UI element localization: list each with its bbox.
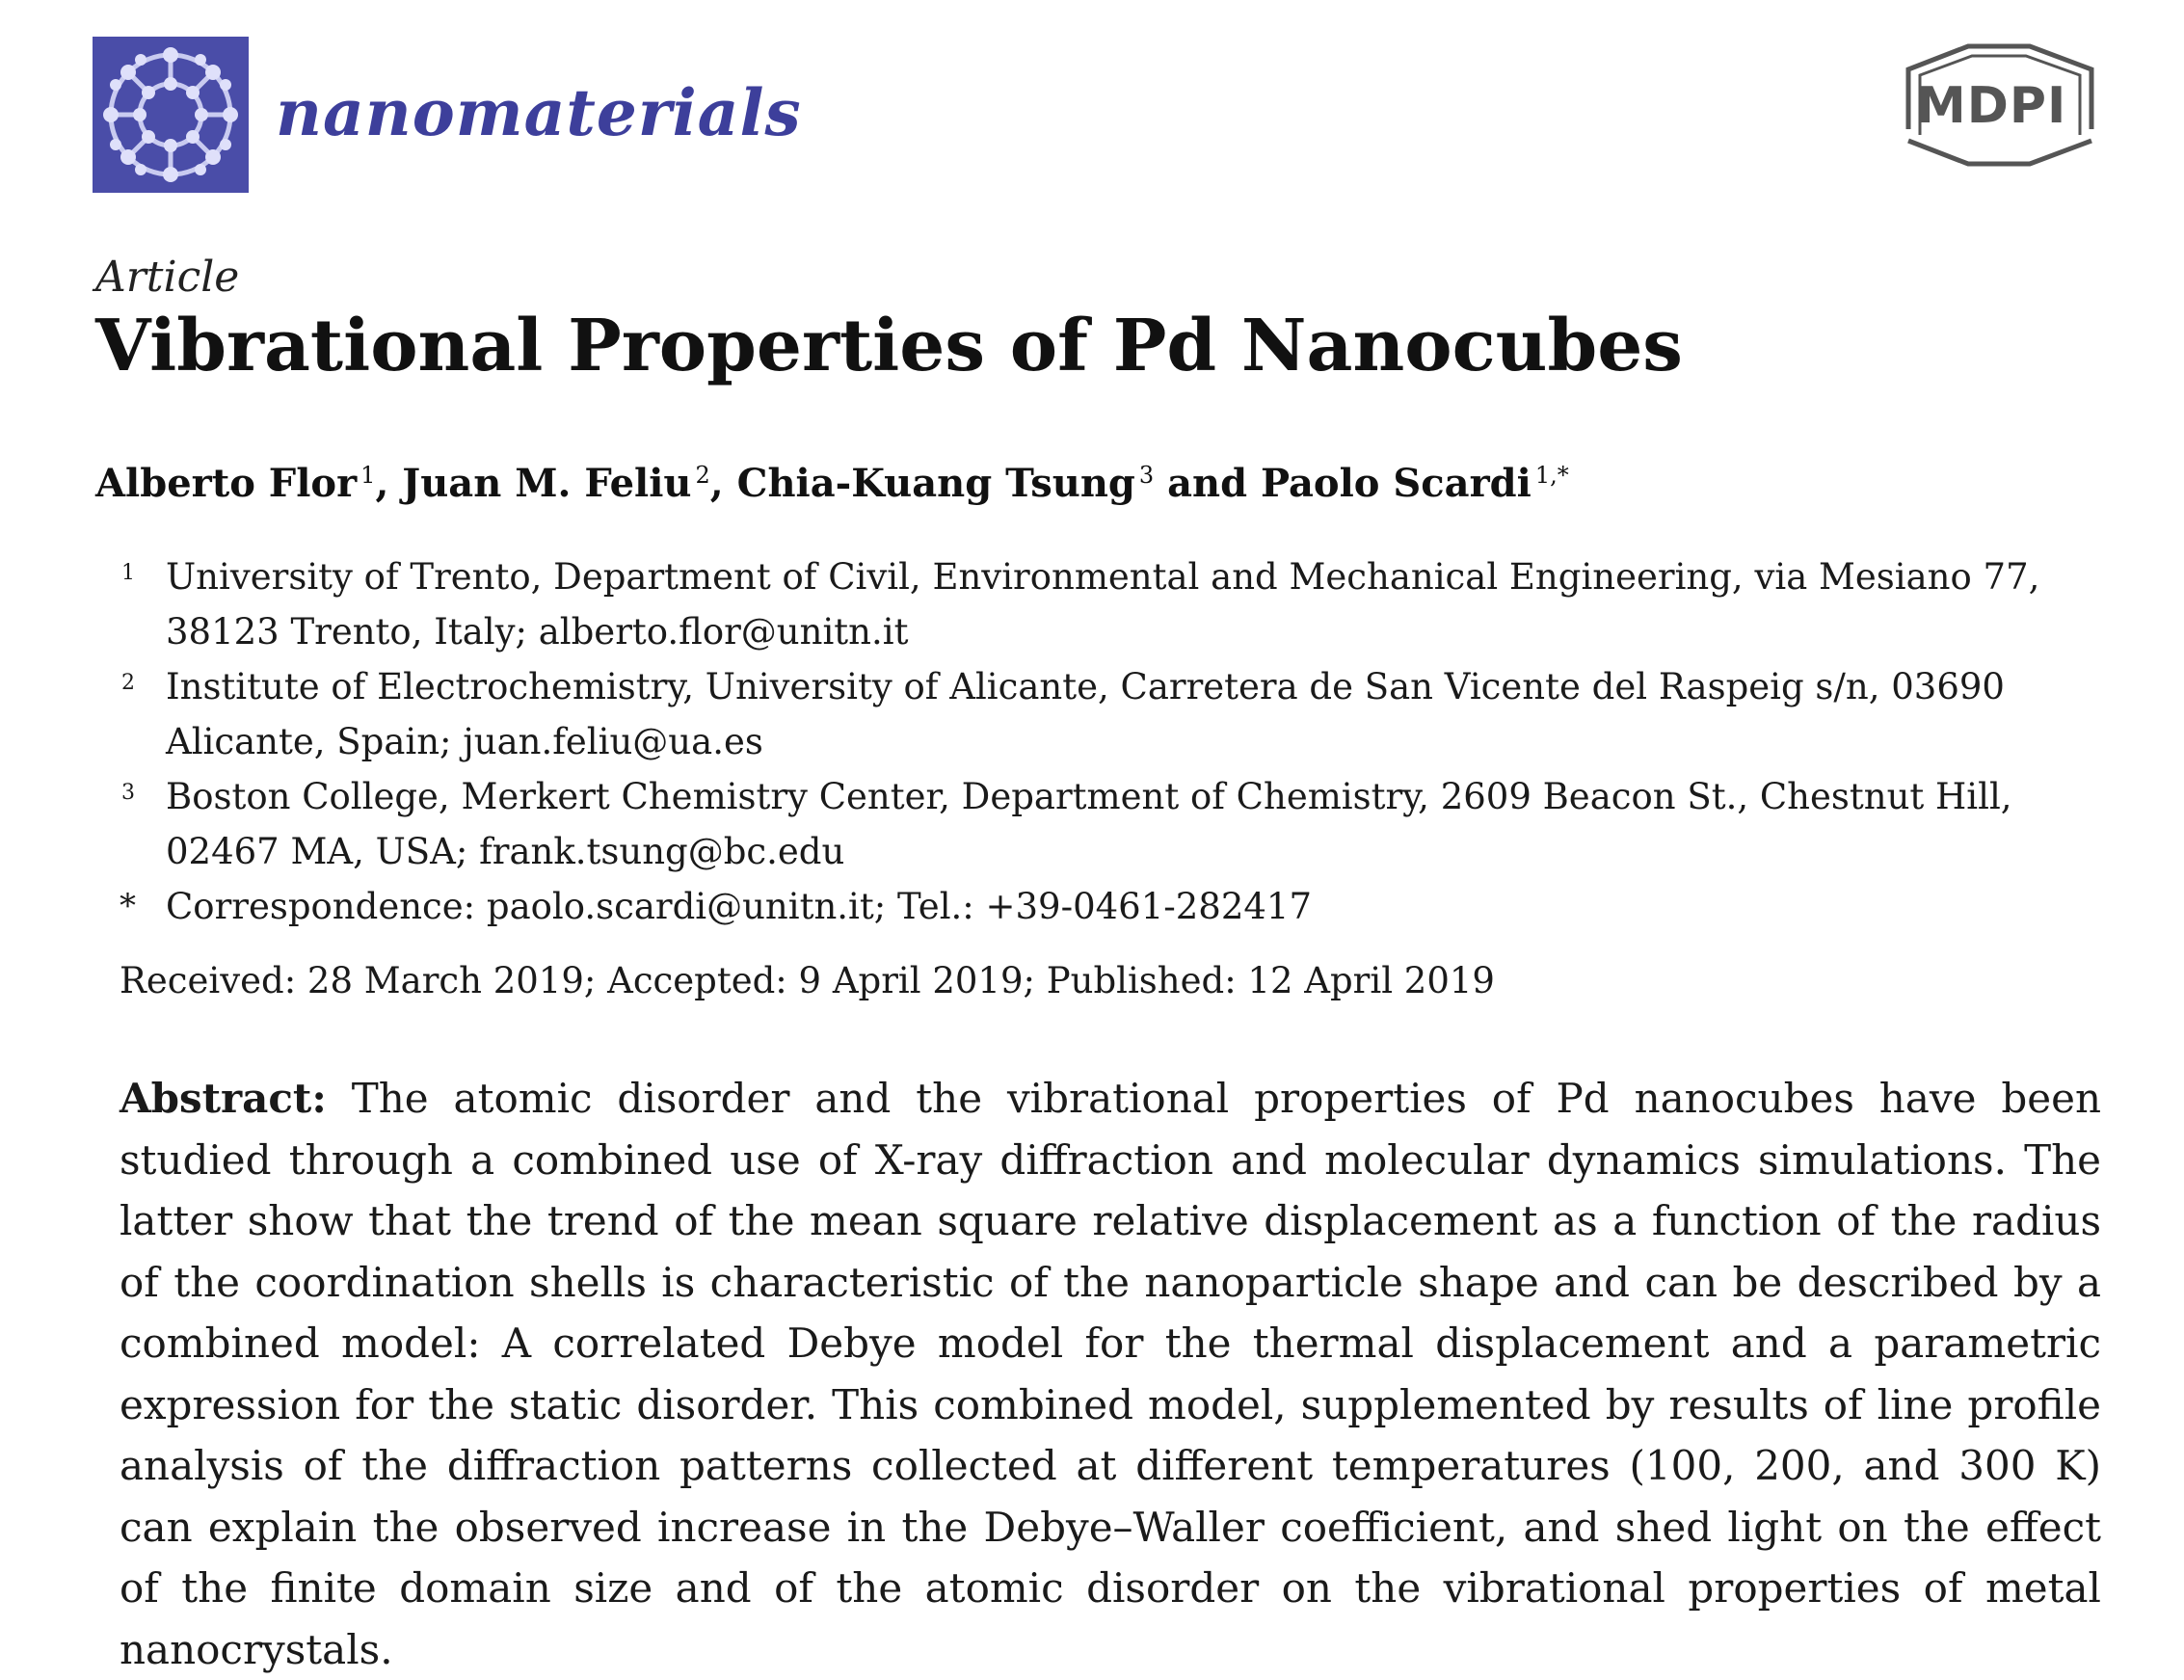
author-separator: , — [709, 461, 737, 506]
publisher-name: MDPI — [1916, 77, 2067, 135]
affiliation-item — [116, 769, 2082, 879]
journal-name: nanomaterials — [276, 75, 802, 150]
affiliation-list — [116, 549, 2082, 934]
affiliation-text: Boston College, Merkert Chemistry Center, Department of Chemistry, 2609 Beacon St., Chestnut Hill, 02467 MA, USA; frank.tsung@bc.edu — [166, 776, 2012, 872]
publisher-logo — [1901, 40, 2099, 170]
author-affiliation-mark: 2 — [695, 462, 710, 489]
abstract-label: Abstract: — [120, 1075, 327, 1122]
fullerene-icon — [93, 37, 249, 193]
correspondence-text: Correspondence: paolo.scardi@unitn.it; Tel.: +39-0461-282417 — [166, 886, 1313, 927]
author-separator: , — [375, 461, 403, 506]
author-name: Chia-Kuang Tsung — [736, 461, 1135, 506]
affiliation-mark: 3 — [121, 781, 135, 805]
correspondence-item — [116, 879, 2082, 934]
author-name: Alberto Flor — [95, 461, 358, 506]
affiliation-mark: 1 — [121, 561, 135, 585]
affiliation-mark: 2 — [121, 671, 135, 695]
affiliation-item — [116, 549, 2082, 659]
abstract — [120, 1068, 2101, 1680]
author-name: Juan M. Feliu — [402, 461, 692, 506]
affiliation-text: University of Trento, Department of Civil, Environmental and Mechanical Engineering, via Mesiano 77, 38123 Trento, Italy; alberto.flor@unitn.it — [166, 556, 2040, 653]
paper-title: Vibrational Properties of Pd Nanocubes — [95, 305, 1683, 387]
publication-dates: Received: 28 March 2019; Accepted: 9 April 2019; Published: 12 April 2019 — [120, 960, 1495, 1001]
author-separator: and — [1154, 461, 1261, 506]
author-affiliation-mark: 1 — [360, 462, 376, 489]
author-affiliation-mark: 1,* — [1534, 462, 1569, 489]
journal-logo — [93, 37, 249, 193]
author-list — [95, 461, 1569, 506]
affiliation-item — [116, 659, 2082, 769]
author-name: Paolo Scardi — [1261, 461, 1531, 506]
article-type: Article — [95, 253, 240, 302]
affiliation-text: Institute of Electrochemistry, University of Alicante, Carretera de San Vicente del Raspeig s/n, 03690 Alicante, Spain; juan.feliu@ua.es — [166, 666, 2005, 762]
author-affiliation-mark: 3 — [1138, 462, 1155, 489]
correspondence-mark: * — [120, 887, 136, 925]
abstract-text: The atomic disorder and the vibrational properties of Pd nanocubes have been studied through a combined use of X-ray diffraction and molecular dynamics simulations. The latter show that the trend of the mean square relative displacement as a function of the radius of the coordination shells is characteristic of the nanoparticle shape and can be described by a combined model: A correlated Debye model for the thermal displacement and a parametric expression for the static disorder. This combined model, supplemented by results of line profile analysis of the diffraction patterns collected at different temperatures (100, 200, and 300 K) can explain the observed increase in the Debye–Waller coefficient, and shed light on the effect of the finite domain size and of the atomic disorder on the vibrational properties of metal nanocrystals. — [120, 1075, 2101, 1673]
